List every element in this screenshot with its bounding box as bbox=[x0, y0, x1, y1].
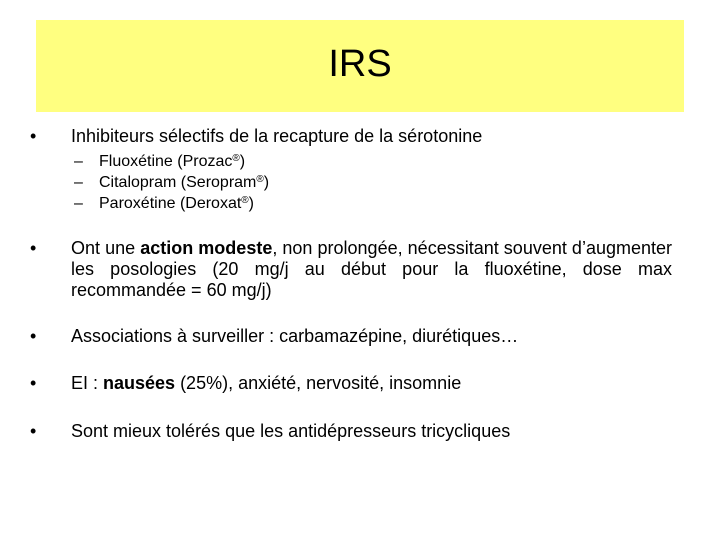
bullet-text: Associations à surveiller : carbamazépine, diurétiques… bbox=[71, 326, 519, 346]
bullet-item-4 bbox=[30, 373, 672, 394]
bullet-item-5 bbox=[30, 421, 672, 442]
bullet-dot: • bbox=[30, 238, 37, 258]
slide-title: IRS bbox=[328, 42, 392, 85]
bullet-dot: • bbox=[30, 421, 37, 441]
sub-item-text: Fluoxétine (Prozac bbox=[99, 153, 233, 170]
bullet-text: Inhibiteurs sélectifs de la recapture de la sérotonine bbox=[71, 126, 483, 146]
bullet-bold-text: nausées bbox=[103, 373, 176, 393]
sub-dash: – bbox=[74, 195, 83, 212]
bullet-text-part: Ont une bbox=[71, 238, 141, 258]
sub-dash: – bbox=[74, 174, 83, 191]
sub-item-close: ) bbox=[239, 153, 246, 170]
registered-mark: ® bbox=[232, 153, 240, 164]
bullet-text bbox=[71, 238, 672, 301]
sub-item-close: ) bbox=[263, 174, 270, 191]
bullet-dot: • bbox=[30, 326, 37, 346]
bullet-item-1 bbox=[30, 126, 672, 147]
sub-item-text: Citalopram (Seropram bbox=[99, 174, 257, 191]
sub-item-1 bbox=[74, 151, 245, 172]
bullet-text-part: (25%), anxiété, nervosité, insomnie bbox=[175, 373, 462, 393]
sub-item-2 bbox=[74, 172, 269, 193]
title-box bbox=[36, 20, 684, 112]
bullet-dot: • bbox=[30, 373, 37, 393]
bullet-text-part: , non prolongée, nécessitant souvent d’augmenter les posologies (20 mg/j au début pour la fluoxétine, dose max recommandée = 60 mg/j) bbox=[71, 238, 672, 300]
registered-mark: ® bbox=[256, 174, 264, 185]
sub-item-text: Paroxétine (Deroxat bbox=[99, 195, 242, 212]
sub-dash: – bbox=[74, 153, 83, 170]
bullet-text: Sont mieux tolérés que les antidépresseurs tricycliques bbox=[71, 421, 511, 441]
bullet-bold-text: action modeste bbox=[140, 238, 273, 258]
bullet-item-3 bbox=[30, 326, 672, 347]
bullet-dot: • bbox=[30, 126, 37, 146]
sub-item-3 bbox=[74, 193, 254, 214]
bullet-item-2 bbox=[30, 238, 672, 301]
registered-mark: ® bbox=[241, 195, 249, 206]
sub-item-close: ) bbox=[248, 195, 254, 212]
bullet-text bbox=[71, 373, 672, 394]
bullet-text-part: EI : bbox=[71, 373, 104, 393]
